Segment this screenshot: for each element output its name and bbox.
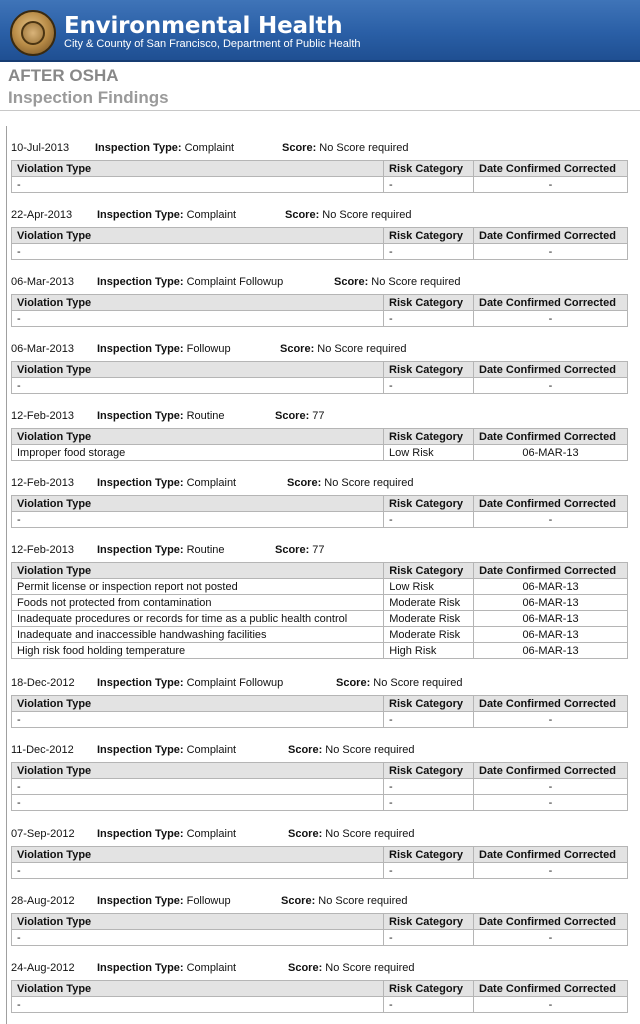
inspection-type-value: Complaint Followup [186, 276, 284, 288]
inspection-date: 22-Apr-2013 [11, 209, 73, 221]
inspection-score [282, 142, 409, 154]
score-value: No Score required [325, 744, 415, 756]
inspection-type-label: Inspection Type: [97, 477, 184, 489]
score-value: No Score required [325, 828, 415, 840]
column-header-violation-type: Violation Type [12, 847, 384, 863]
risk-cell: - [384, 712, 474, 728]
column-header-date-corrected: Date Confirmed Corrected [474, 914, 628, 930]
inspection-score [275, 544, 325, 556]
violation-cell: - [12, 311, 384, 327]
corrected-date-cell: 06-MAR-13 [474, 643, 628, 659]
inspection-type-label: Inspection Type: [97, 895, 184, 907]
table-row [12, 579, 628, 595]
column-header-date-corrected: Date Confirmed Corrected [474, 696, 628, 712]
column-header-violation-type: Violation Type [12, 763, 384, 779]
inspection-score [285, 209, 412, 221]
inspection-header [7, 193, 630, 221]
inspection-type [97, 544, 225, 556]
inspection-record [7, 528, 630, 661]
violation-cell: Foods not protected from contamination [12, 595, 384, 611]
risk-cell: Moderate Risk [384, 595, 474, 611]
inspection-type-label: Inspection Type: [97, 209, 184, 221]
inspection-type-label: Inspection Type: [97, 744, 184, 756]
inspection-type-value: Followup [186, 343, 231, 355]
corrected-date-cell: 06-MAR-13 [474, 579, 628, 595]
corrected-date-cell: 06-MAR-13 [474, 595, 628, 611]
inspection-date: 06-Mar-2013 [11, 343, 74, 355]
site-title[interactable]: Environmental Health [64, 13, 343, 39]
findings-table [11, 495, 628, 528]
score-value: No Score required [373, 677, 463, 689]
inspection-record [7, 946, 630, 1013]
violation-cell: Permit license or inspection report not posted [12, 579, 384, 595]
inspection-date: 18-Dec-2012 [11, 677, 75, 689]
column-header-date-corrected: Date Confirmed Corrected [474, 161, 628, 177]
inspection-score [336, 677, 463, 689]
score-value: No Score required [325, 962, 415, 974]
table-header-row [12, 362, 628, 378]
inspection-type-label: Inspection Type: [97, 962, 184, 974]
table-row [12, 445, 628, 461]
corrected-date-cell: - [474, 795, 628, 811]
column-header-risk-category: Risk Category [384, 981, 474, 997]
inspection-score [288, 828, 415, 840]
table-header-row [12, 228, 628, 244]
violation-cell: Inadequate procedures or records for time as a public health control [12, 611, 384, 627]
column-header-risk-category: Risk Category [384, 696, 474, 712]
violation-cell: Improper food storage [12, 445, 384, 461]
inspection-header [7, 728, 630, 756]
column-header-violation-type: Violation Type [12, 914, 384, 930]
table-row [12, 712, 628, 728]
inspection-date: 12-Feb-2013 [11, 544, 74, 556]
inspection-type-value: Complaint Followup [186, 677, 284, 689]
risk-cell: - [384, 779, 474, 795]
inspection-header [7, 946, 630, 974]
table-header-row [12, 429, 628, 445]
column-header-date-corrected: Date Confirmed Corrected [474, 429, 628, 445]
column-header-violation-type: Violation Type [12, 429, 384, 445]
table-row [12, 512, 628, 528]
inspection-type-label: Inspection Type: [95, 142, 182, 154]
inspection-type [97, 677, 283, 689]
column-header-risk-category: Risk Category [384, 563, 474, 579]
inspection-header [7, 879, 630, 907]
inspection-type [97, 410, 225, 422]
column-header-date-corrected: Date Confirmed Corrected [474, 981, 628, 997]
inspection-type-value: Routine [186, 544, 225, 556]
inspection-record [7, 728, 630, 812]
table-row [12, 779, 628, 795]
inspection-score [288, 744, 415, 756]
findings-table [11, 160, 628, 193]
column-header-date-corrected: Date Confirmed Corrected [474, 295, 628, 311]
inspection-type-label: Inspection Type: [97, 276, 184, 288]
risk-cell: - [384, 378, 474, 394]
inspection-record [7, 812, 630, 879]
violation-cell: - [12, 712, 384, 728]
risk-cell: High Risk [384, 643, 474, 659]
table-header-row [12, 847, 628, 863]
corrected-date-cell: - [474, 930, 628, 946]
violation-cell: - [12, 863, 384, 879]
inspection-record [7, 327, 630, 394]
column-header-violation-type: Violation Type [12, 228, 384, 244]
violation-cell: - [12, 378, 384, 394]
inspection-score [275, 410, 325, 422]
corrected-date-cell: - [474, 244, 628, 260]
inspection-header [7, 394, 630, 422]
inspection-type [97, 895, 231, 907]
score-label: Score: [282, 142, 317, 154]
corrected-date-cell: - [474, 863, 628, 879]
table-row [12, 930, 628, 946]
column-header-date-corrected: Date Confirmed Corrected [474, 496, 628, 512]
inspection-type [97, 744, 236, 756]
corrected-date-cell: - [474, 779, 628, 795]
column-header-violation-type: Violation Type [12, 496, 384, 512]
inspection-record [7, 661, 630, 728]
column-header-violation-type: Violation Type [12, 981, 384, 997]
score-value: No Score required [322, 209, 412, 221]
risk-cell: - [384, 244, 474, 260]
violation-cell: - [12, 795, 384, 811]
inspection-record [7, 193, 630, 260]
risk-cell: - [384, 512, 474, 528]
inspection-type-label: Inspection Type: [97, 677, 184, 689]
inspection-type-value: Complaint [186, 744, 237, 756]
inspection-type-value: Complaint [186, 962, 237, 974]
findings-table [11, 227, 628, 260]
score-label: Score: [285, 209, 320, 221]
inspection-type-value: Complaint [186, 828, 237, 840]
score-label: Score: [288, 744, 323, 756]
column-header-date-corrected: Date Confirmed Corrected [474, 763, 628, 779]
corrected-date-cell: - [474, 378, 628, 394]
inspection-list [6, 126, 630, 1024]
table-row [12, 378, 628, 394]
inspection-header [7, 260, 630, 288]
findings-table [11, 428, 628, 461]
table-row [12, 795, 628, 811]
column-header-risk-category: Risk Category [384, 847, 474, 863]
table-header-row [12, 914, 628, 930]
corrected-date-cell: 06-MAR-13 [474, 445, 628, 461]
risk-cell: - [384, 311, 474, 327]
site-header [0, 0, 640, 62]
table-header-row [12, 563, 628, 579]
table-header-row [12, 763, 628, 779]
inspection-type-value: Complaint [186, 209, 237, 221]
violation-cell: - [12, 997, 384, 1013]
table-row [12, 627, 628, 643]
table-row [12, 863, 628, 879]
table-header-row [12, 295, 628, 311]
inspection-type [97, 962, 236, 974]
column-header-date-corrected: Date Confirmed Corrected [474, 362, 628, 378]
score-label: Score: [334, 276, 369, 288]
inspection-date: 28-Aug-2012 [11, 895, 75, 907]
violation-cell: High risk food holding temperature [12, 643, 384, 659]
score-label: Score: [280, 343, 315, 355]
city-seal-icon [10, 10, 56, 56]
inspection-header [7, 812, 630, 840]
inspection-header [7, 126, 630, 154]
site-subtitle: City & County of San Francisco, Department of Public Health [64, 38, 361, 50]
findings-table [11, 846, 628, 879]
findings-table [11, 294, 628, 327]
findings-table [11, 361, 628, 394]
inspection-type-value: Followup [186, 895, 231, 907]
violation-cell: - [12, 930, 384, 946]
risk-cell: - [384, 997, 474, 1013]
inspection-header [7, 327, 630, 355]
score-label: Score: [281, 895, 316, 907]
inspection-date: 11-Dec-2012 [11, 744, 74, 756]
score-value: No Score required [324, 477, 414, 489]
divider [0, 110, 640, 111]
table-header-row [12, 161, 628, 177]
corrected-date-cell: - [474, 997, 628, 1013]
column-header-risk-category: Risk Category [384, 161, 474, 177]
table-header-row [12, 496, 628, 512]
violation-cell: - [12, 512, 384, 528]
table-row [12, 611, 628, 627]
table-header-row [12, 696, 628, 712]
facility-name: AFTER OSHA [8, 66, 119, 85]
inspection-score [280, 343, 407, 355]
inspection-type [97, 209, 236, 221]
inspection-date: 12-Feb-2013 [11, 410, 74, 422]
corrected-date-cell: - [474, 712, 628, 728]
score-label: Score: [275, 410, 310, 422]
inspection-score [287, 477, 414, 489]
column-header-date-corrected: Date Confirmed Corrected [474, 847, 628, 863]
score-label: Score: [287, 477, 322, 489]
violation-cell: - [12, 244, 384, 260]
findings-table [11, 980, 628, 1013]
inspection-date: 12-Feb-2013 [11, 477, 74, 489]
violation-cell: - [12, 779, 384, 795]
table-row [12, 311, 628, 327]
column-header-risk-category: Risk Category [384, 496, 474, 512]
findings-table [11, 695, 628, 728]
score-label: Score: [275, 544, 310, 556]
page-title: Inspection Findings [8, 88, 169, 107]
column-header-date-corrected: Date Confirmed Corrected [474, 563, 628, 579]
score-value: No Score required [318, 895, 408, 907]
score-value: No Score required [371, 276, 461, 288]
risk-cell: - [384, 177, 474, 193]
corrected-date-cell: - [474, 177, 628, 193]
column-header-risk-category: Risk Category [384, 429, 474, 445]
inspection-header [7, 661, 630, 689]
inspection-type [97, 828, 236, 840]
inspection-record [7, 394, 630, 461]
corrected-date-cell: 06-MAR-13 [474, 611, 628, 627]
table-row [12, 997, 628, 1013]
inspection-score [281, 895, 408, 907]
inspection-type-value: Complaint [184, 142, 235, 154]
inspection-type-value: Routine [186, 410, 225, 422]
inspection-record [7, 126, 630, 193]
score-label: Score: [336, 677, 371, 689]
inspection-date: 07-Sep-2012 [11, 828, 75, 840]
findings-table [11, 562, 628, 659]
column-header-violation-type: Violation Type [12, 696, 384, 712]
findings-table [11, 913, 628, 946]
score-value: 77 [312, 544, 325, 556]
column-header-violation-type: Violation Type [12, 295, 384, 311]
column-header-risk-category: Risk Category [384, 914, 474, 930]
inspection-record [7, 260, 630, 327]
column-header-risk-category: Risk Category [384, 228, 474, 244]
risk-cell: Low Risk [384, 445, 474, 461]
inspection-type [97, 477, 236, 489]
corrected-date-cell: 06-MAR-13 [474, 627, 628, 643]
score-value: 77 [312, 410, 325, 422]
column-header-risk-category: Risk Category [384, 362, 474, 378]
column-header-risk-category: Risk Category [384, 763, 474, 779]
score-label: Score: [288, 828, 323, 840]
column-header-risk-category: Risk Category [384, 295, 474, 311]
inspection-type-label: Inspection Type: [97, 410, 184, 422]
table-row [12, 177, 628, 193]
table-row [12, 595, 628, 611]
column-header-violation-type: Violation Type [12, 362, 384, 378]
inspection-date: 24-Aug-2012 [11, 962, 75, 974]
inspection-type-label: Inspection Type: [97, 828, 184, 840]
corrected-date-cell: - [474, 512, 628, 528]
column-header-date-corrected: Date Confirmed Corrected [474, 228, 628, 244]
inspection-header [7, 528, 630, 556]
findings-table [11, 762, 628, 811]
inspection-record [7, 879, 630, 946]
inspection-header [7, 461, 630, 489]
inspection-record [7, 461, 630, 528]
score-label: Score: [288, 962, 323, 974]
inspection-type [95, 142, 234, 154]
inspection-score [334, 276, 461, 288]
corrected-date-cell: - [474, 311, 628, 327]
table-row [12, 643, 628, 659]
risk-cell: Moderate Risk [384, 611, 474, 627]
inspection-type-value: Complaint [186, 477, 237, 489]
column-header-violation-type: Violation Type [12, 563, 384, 579]
violation-cell: - [12, 177, 384, 193]
table-row [12, 244, 628, 260]
score-value: No Score required [319, 142, 409, 154]
risk-cell: - [384, 795, 474, 811]
inspection-date: 10-Jul-2013 [11, 142, 70, 154]
inspection-score [288, 962, 415, 974]
risk-cell: - [384, 930, 474, 946]
risk-cell: - [384, 863, 474, 879]
inspection-type [97, 343, 231, 355]
inspection-type-label: Inspection Type: [97, 544, 184, 556]
column-header-violation-type: Violation Type [12, 161, 384, 177]
risk-cell: Moderate Risk [384, 627, 474, 643]
inspection-type [97, 276, 283, 288]
violation-cell: Inadequate and inaccessible handwashing facilities [12, 627, 384, 643]
inspection-date: 06-Mar-2013 [11, 276, 74, 288]
risk-cell: Low Risk [384, 579, 474, 595]
score-value: No Score required [317, 343, 407, 355]
table-header-row [12, 981, 628, 997]
inspection-type-label: Inspection Type: [97, 343, 184, 355]
